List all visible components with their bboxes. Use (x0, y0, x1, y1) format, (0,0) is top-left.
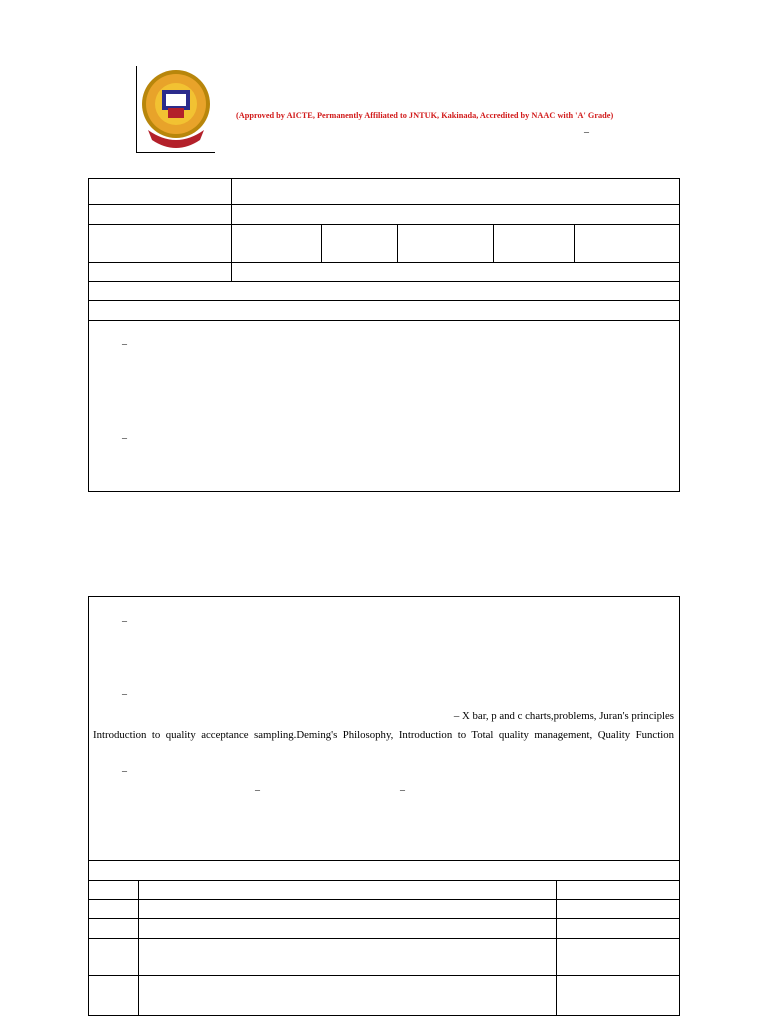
row-divider (88, 860, 680, 861)
box2-dash: – (255, 785, 260, 796)
row-divider (88, 320, 680, 321)
row-divider (88, 880, 680, 881)
col-divider (574, 224, 575, 262)
row-divider (88, 300, 680, 301)
box1-dash: – (122, 433, 127, 444)
syllabus-line-2: Introduction to quality acceptance sampling.Deming's Philosophy, Introduction to Total quality management, Quality Function (93, 729, 674, 741)
row-divider (88, 899, 680, 900)
col-divider (556, 880, 557, 1016)
row-divider (88, 975, 680, 976)
row-divider (88, 204, 680, 205)
box2-dash: – (122, 689, 127, 700)
col-divider (397, 224, 398, 262)
col-divider (138, 880, 139, 1016)
syllabus-line-1: – X bar, p and c charts,problems, Juran's principles (453, 710, 674, 722)
syllabus-table (88, 596, 680, 1016)
form-table (88, 178, 680, 492)
row-divider (88, 281, 680, 282)
box2-dash: – (122, 616, 127, 627)
row-divider (88, 938, 680, 939)
col-divider (493, 224, 494, 262)
box2-dash: – (122, 766, 127, 777)
box1-dash: – (122, 339, 127, 350)
col-divider (321, 224, 322, 262)
box2-dash: – (400, 785, 405, 796)
institute-logo (138, 68, 214, 150)
row-divider (88, 918, 680, 919)
row-divider (88, 262, 680, 263)
row-divider (88, 224, 680, 225)
col-divider (231, 178, 232, 282)
approval-text: (Approved by AICTE, Permanently Affiliated to JNTUK, Kakinada, Accredited by NAAC with 'A' Grade) (236, 111, 614, 120)
header-dash: – (584, 127, 589, 138)
